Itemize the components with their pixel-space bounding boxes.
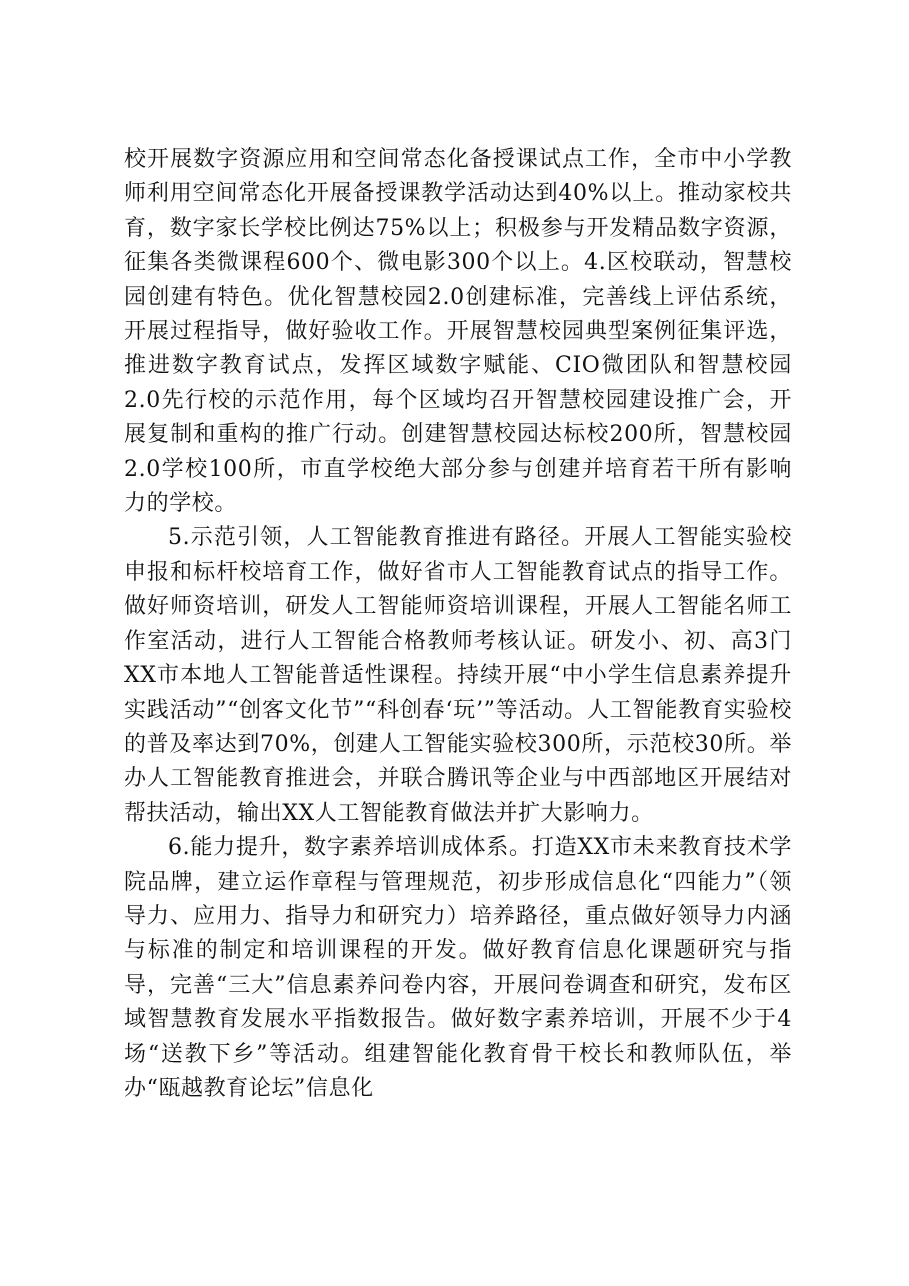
body-text xyxy=(124,143,792,1106)
paragraph-section-6: 6.能力提升，数字素养培训成体系。打造XX市未来教育技术学院品牌，建立运作章程与管理规范，初步形成信息化“四能力”（领导力、应用力、指导力和研究力）培养路径，重点做好领导力内涵与标准的制定和培训课程的开发。做好教育信息化课题研究与指导，完善“三大”信息素养问卷内容，开展问卷调查和研究，发布区域智慧教育发展水平指数报告。做好数字素养培训，开展不少于4场“送教下乡”等活动。组建智能化教育骨干校长和教师队伍，举办“瓯越教育论坛”信息化 xyxy=(124,835,792,1101)
paragraph-section-5: 5.示范引领，人工智能教育推进有路径。开展人工智能实验校申报和标杆校培育工作，做好省市人工智能教育试点的指导工作。做好师资培训，研发人工智能师资培训课程，开展人工智能名师工作室活动，进行人工智能合格教师考核认证。研发小、初、高3门XX市本地人工智能普适性课程。持续开展“中小学生信息素养提升实践活动”“创客文化节”“科创春‘玩’”等活动。人工智能教育实验校的普及率达到70%，创建人工智能实验校300所，示范校30所。举办人工智能教育推进会，并联合腾讯等企业与中西部地区开展结对帮扶活动，输出XX人工智能教育做法并扩大影响力。 xyxy=(124,525,792,826)
paragraph-continuation: 校开展数字资源应用和空间常态化备授课试点工作，全市中小学教师利用空间常态化开展备授课教学活动达到40%以上。推动家校共育，数字家长学校比例达75%以上；积极参与开发精品数字资源，征集各类微课程600个、微电影300个以上。4.区校联动，智慧校园创建有特色。优化智慧校园2.0创建标准，完善线上评估系统，开展过程指导，做好验收工作。开展智慧校园典型案例征集评选，推进数字教育试点，发挥区域数字赋能、CIO微团队和智慧校园2.0先行校的示范作用，每个区域均召开智慧校园建设推广会，开展复制和重构的推广行动。创建智慧校园达标校200所，智慧校园2.0学校100所，市直学校绝大部分参与创建并培育若干所有影响力的学校。 xyxy=(124,147,792,517)
